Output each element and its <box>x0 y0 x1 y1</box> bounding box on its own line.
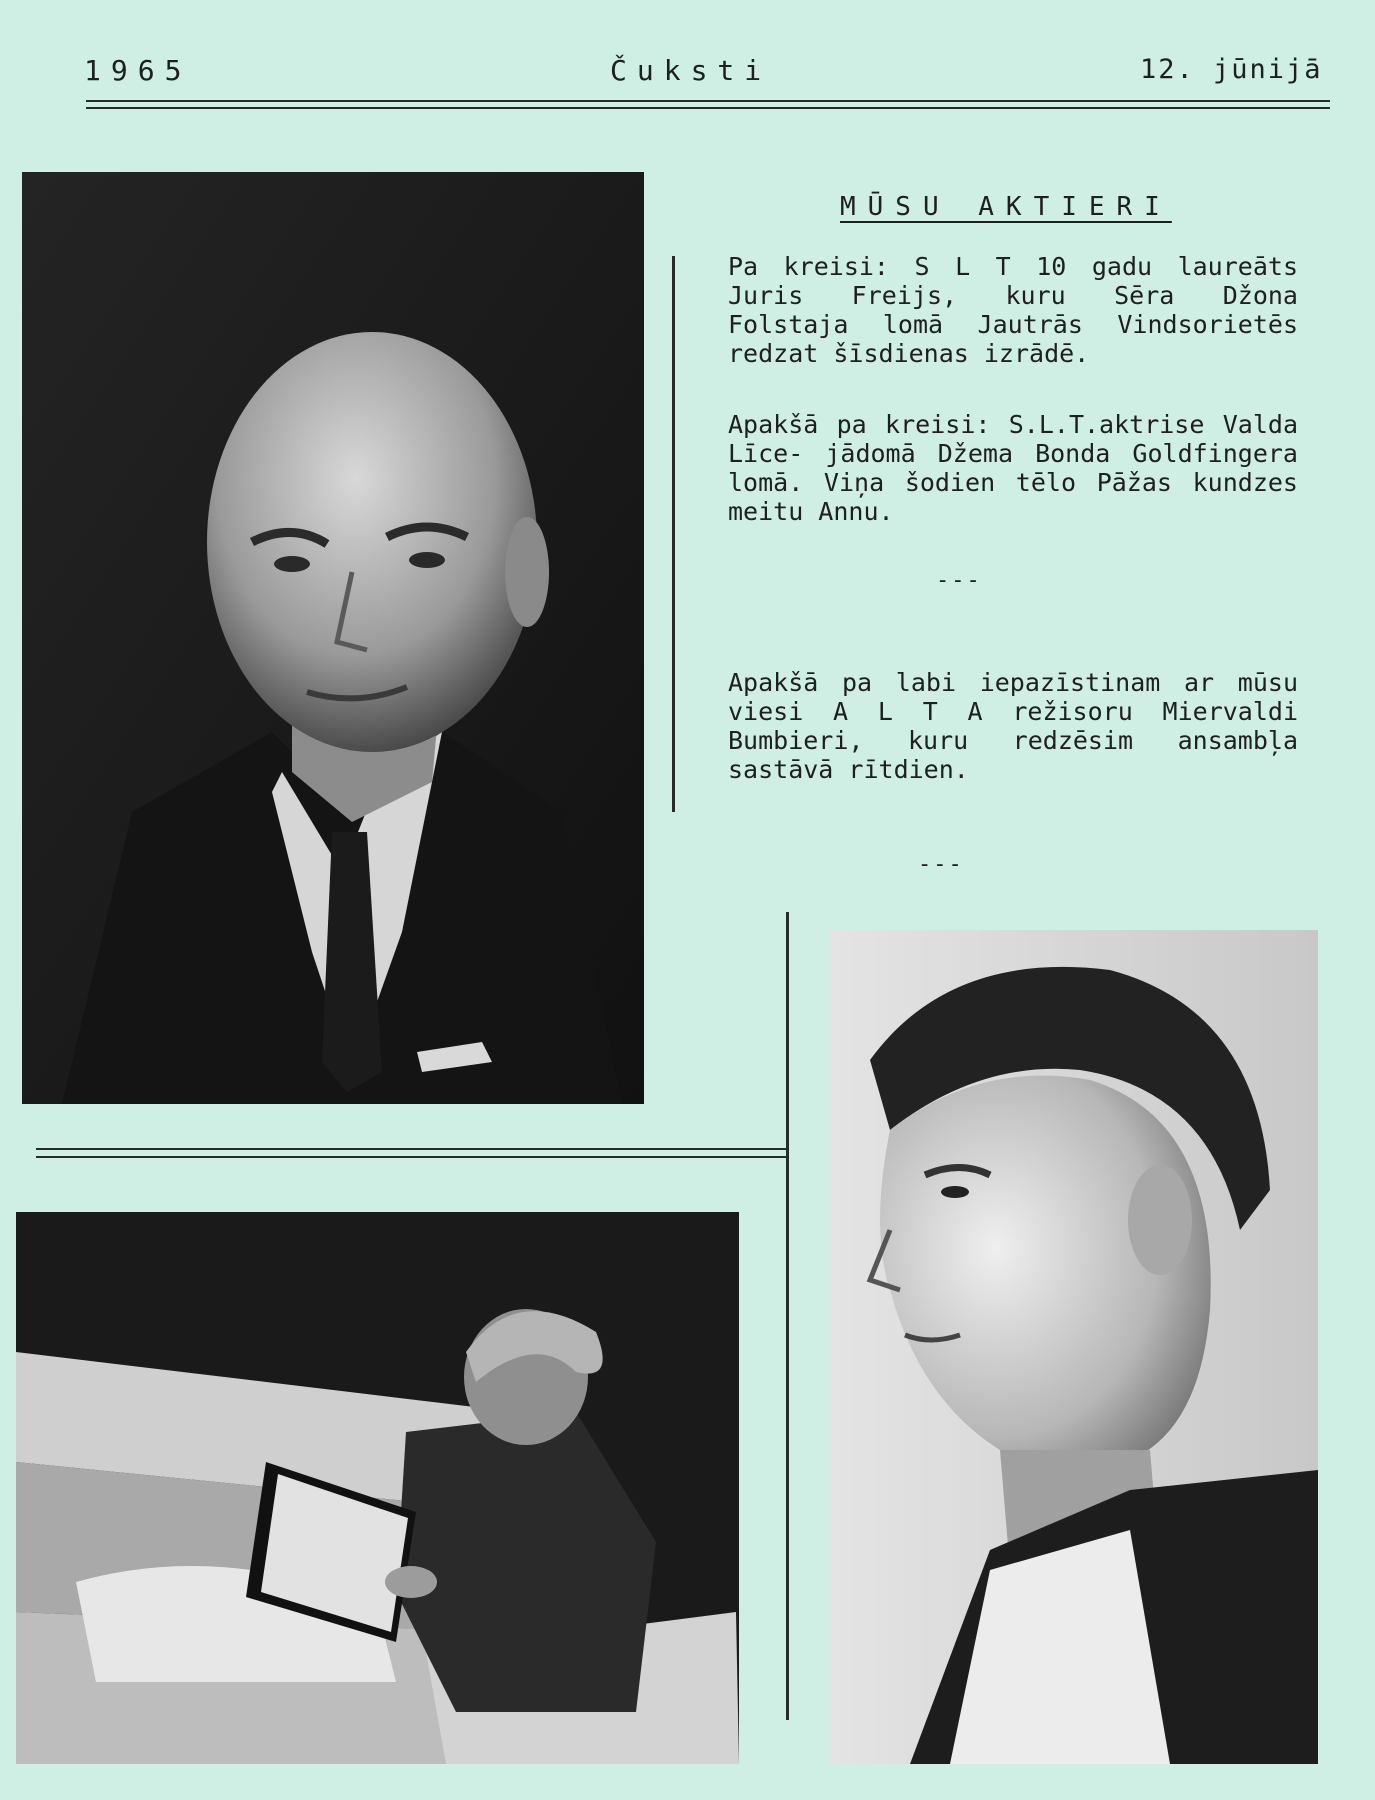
photo-juris-freijs <box>22 172 644 1104</box>
bottom-column-rule <box>786 912 789 1720</box>
paragraph-valda-lice: Apakšā pa kreisi: S.L.T.aktrise Valda Līce- jādomā Džema Bonda Goldfingera lomā. Viņa šodien tēlo Pāžas kundzes meitu Annu. <box>728 410 1298 526</box>
photo-miervaldis-bumbieris <box>830 930 1318 1764</box>
header-rule-top <box>86 100 1330 102</box>
separator-2: --- <box>918 852 964 877</box>
woman-reading-image <box>16 1212 739 1764</box>
portrait-man-image <box>22 172 644 1104</box>
header-title: Čuksti <box>610 54 772 87</box>
header-date: 12. jūnijā <box>1140 54 1323 85</box>
paragraph-juris-freijs: Pa kreisi: S L T 10 gadu laureāts Juris Freijs, kuru Sēra Džona Folstaja lomā Jautrās Vindsorietēs redzat šīsdienas izrādē. <box>728 252 1298 368</box>
paragraph-miervaldis-bumbieris: Apakšā pa labi iepazīstinam ar mūsu viesi A L T A režisoru Miervaldi Bumbieri, kuru redzēsim ansambļa sastāvā rītdien. <box>728 668 1298 784</box>
section-rule-top <box>36 1148 788 1150</box>
article-heading: MŪSU AKTIERI <box>840 192 1172 222</box>
portrait-profile-image <box>830 930 1318 1764</box>
text-column-rule <box>672 256 675 812</box>
header-year: 1965 <box>84 54 192 87</box>
photo-valda-lice <box>16 1212 739 1764</box>
separator-1: --- <box>936 568 982 593</box>
section-rule-bottom <box>36 1156 788 1158</box>
header-rule-bottom <box>86 107 1330 109</box>
